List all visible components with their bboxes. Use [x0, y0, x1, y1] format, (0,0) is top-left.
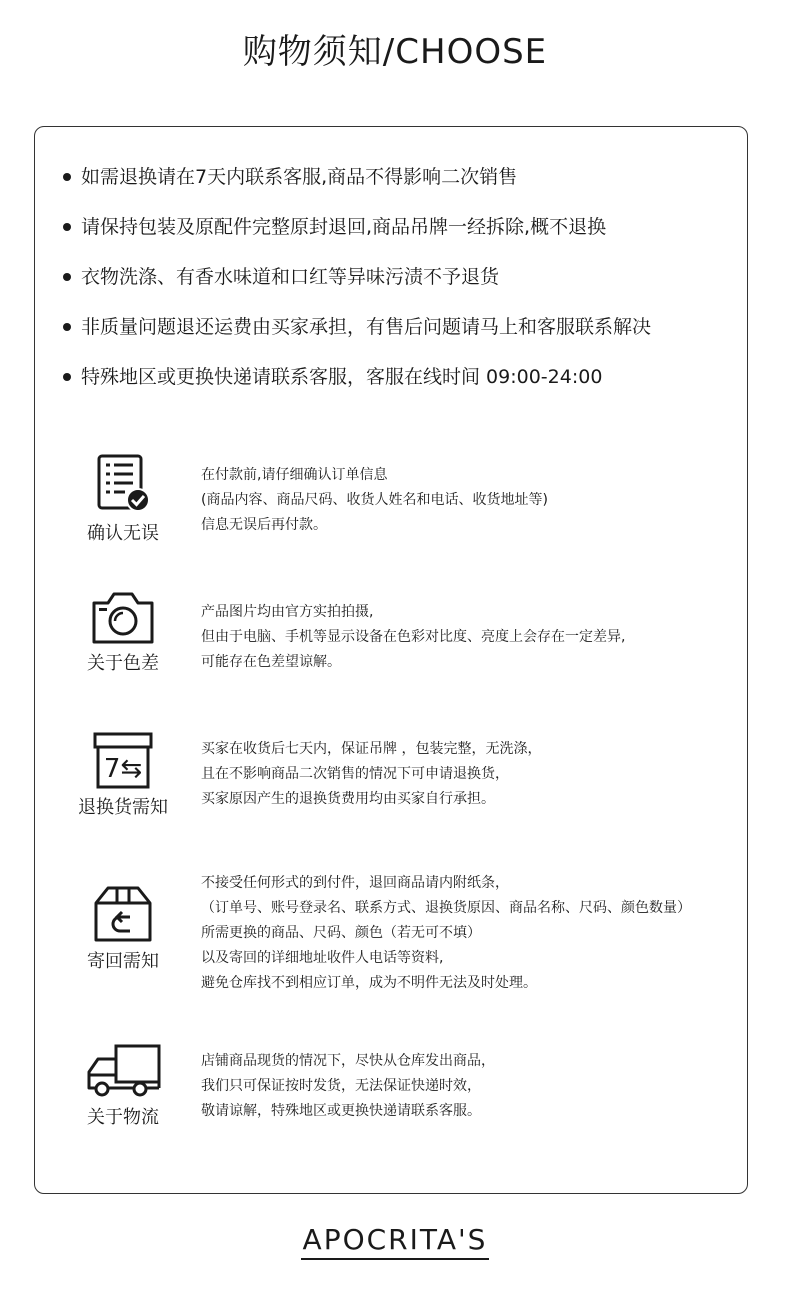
section-icon-group — [71, 453, 175, 545]
section-label: 退换货需知 — [78, 797, 168, 818]
section-icon-group — [71, 885, 175, 973]
bullet-dot-icon — [63, 223, 71, 231]
section-label: 关于色差 — [87, 653, 159, 674]
section-text: 不接受任何形式的到付件，退回商品请内附纸条， （订单号、账号登录名、联系方式、退换货原因、商品名称、尺码、颜色数量） 所需更换的商品、尺码、颜色（若无可不填） 以及寄回的详细地址收件人电话等资料, 避免仓库找不到相应订单，成为不明件无法及时处理。 — [201, 875, 691, 991]
return-calendar-icon — [92, 731, 154, 789]
section-icon-group — [71, 731, 175, 819]
checklist-icon — [93, 453, 153, 515]
section-label: 关于物流 — [87, 1107, 159, 1128]
notice-panel — [34, 126, 748, 1194]
bullet-dot-icon — [63, 373, 71, 381]
bullet-dot-icon — [63, 323, 71, 331]
section-label: 寄回需知 — [87, 951, 159, 972]
notice-item: 特殊地区或更换快递请联系客服，客服在线时间 09:00-24:00 — [63, 363, 651, 413]
section-text: 在付款前,请仔细确认订单信息 (商品内容、商品尺码、收货人姓名和电话、收货地址等) 信息无误后再付款。 — [201, 467, 548, 533]
notice-item: 衣物洗涤、有香水味道和口红等异味污渍不予退货 — [63, 263, 651, 313]
section-text: 店铺商品现货的情况下，尽快从仓库发出商品， 我们只可保证按时发货，无法保证快递时效， 敬请谅解，特殊地区或更换快递请联系客服。 — [201, 1053, 495, 1119]
return-calendar-text: 7⇆ — [103, 754, 143, 784]
bullet-dot-icon — [63, 273, 71, 281]
page-title: 购物须知/CHOOSE — [242, 32, 548, 72]
camera-icon — [90, 589, 156, 645]
section-icon-group — [71, 589, 175, 675]
notice-item: 非质量问题退还运费由买家承担，有售后问题请马上和客服联系解决 — [63, 313, 651, 363]
section-icon-group — [71, 1043, 175, 1129]
bullet-dot-icon — [63, 173, 71, 181]
return-box-icon — [92, 885, 154, 943]
notice-list — [63, 163, 651, 413]
brand-logo: APOCRITA'S — [301, 1222, 490, 1260]
section-text: 买家在收货后七天内，保证吊牌 ，包装完整，无洗涤， 且在不影响商品二次销售的情况下可申请退换货， 买家原因产生的退换货费用均由买家自行承担。 — [201, 741, 542, 807]
section-label: 确认无误 — [87, 523, 159, 544]
delivery-truck-icon — [84, 1043, 162, 1099]
notice-item: 请保持包装及原配件完整原封退回,商品吊牌一经拆除,概不退换 — [63, 213, 651, 263]
footer — [0, 1222, 790, 1260]
notice-item: 如需退换请在7天内联系客服,商品不得影响二次销售 — [63, 163, 651, 213]
section-text: 产品图片均由官方实拍拍摄, 但由于电脑、手机等显示设备在色彩对比度、亮度上会存在一定差异, 可能存在色差望谅解。 — [201, 604, 626, 670]
